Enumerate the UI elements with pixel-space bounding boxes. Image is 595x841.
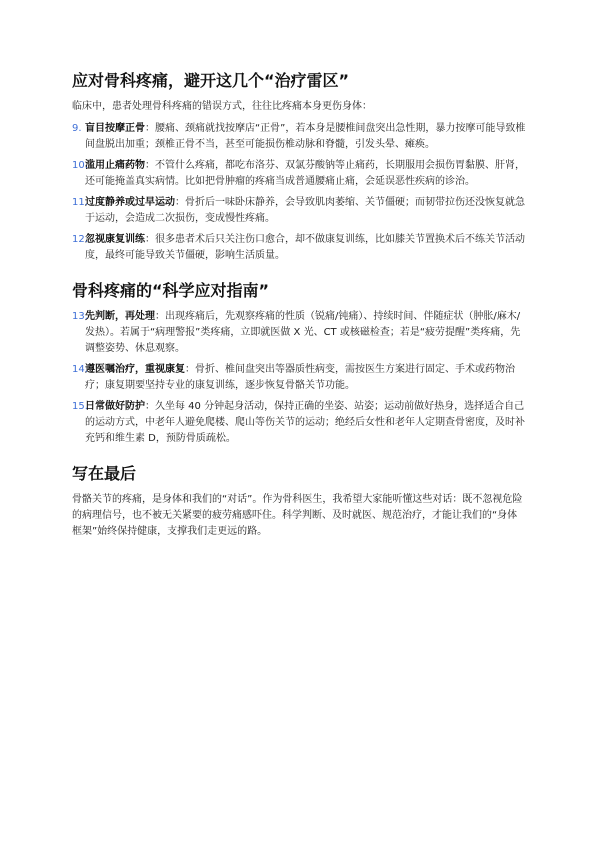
item-number: 12. (72, 234, 88, 245)
item-text: ：不管什么疼痛，都吃布洛芬、双氯芬酸钠等止痛药，长期服用会损伤胃黏膜、肝肾，还可能掩盖真实病情。比如把骨肿瘤的疼痛当成普通腰痛止痛，会延误恶性疾病的诊治。 (85, 160, 525, 187)
section-scientific-guide (72, 280, 527, 447)
item-text: ：腰痛、颈痛就找按摩店“正骨”，若本身是腰椎间盘突出急性期，暴力按摩可能导致椎间盘脱出加重；颈椎正骨不当，甚至可能损伤椎动脉和脊髓，引发头晕、瘫痪。 (85, 123, 526, 150)
item-lead: 遵医嘱治疗，重视康复 (85, 364, 185, 375)
item-lead: 先判断，再处理 (85, 311, 155, 322)
item-lead: 忽视康复训练 (85, 234, 145, 245)
item-number: 15. (72, 401, 88, 412)
section-title: 应对骨科疼痛，避开这几个“治疗雷区” (72, 71, 350, 90)
section-conclusion (72, 463, 527, 540)
list-item (72, 362, 527, 394)
item-lead: 日常做好防护 (85, 401, 145, 412)
item-text: ：骨折、椎间盘突出等器质性病变，需按医生方案进行固定、手术或药物治疗；康复期要坚持专业的康复训练，逐步恢复骨骼关节功能。 (85, 364, 515, 391)
section-intro: 临床中，患者处理骨科疼痛的错误方式，往往比疼痛本身更伤身体： (72, 101, 372, 112)
item-lead: 盲目按摩正骨 (85, 123, 145, 134)
item-lead: 过度静养或过早运动 (85, 197, 175, 208)
conclusion-paragraph: 骨骼关节的疼痛，是身体和我们的“对话”。作为骨科医生，我希望大家能听懂这些对话：既不忽视危险的病理信号，也不被无关紧要的疲劳痛感吓住。科学判断、及时就医、规范治疗，才能让我们的“身体框架”始终保持健康，支撑我们走更远的路。 (72, 494, 523, 537)
item-text: ：久坐每 40 分钟起身活动，保持正确的坐姿、站姿；运动前做好热身，选择适合自己的运动方式，中老年人避免爬楼、爬山等伤关节的运动；绝经后女性和老年人定期查骨密度，及时补充钙和维生素 D，预防骨质疏松。 (85, 401, 525, 444)
guide-list (72, 309, 527, 447)
section-treatment-pitfalls (72, 70, 527, 264)
item-number: 9. (72, 123, 82, 134)
item-number: 10. (72, 160, 88, 171)
item-number: 13. (72, 311, 88, 322)
item-text: ：出现疼痛后，先观察疼痛的性质（锐痛/钝痛）、持续时间、伴随症状（肿胀/麻木/发热）。若属于“病理警报”类疼痛，立即就医做 X 光、CT 或核磁检查；若是“疲劳提醒”类疼痛，先调整姿势、休息观察。 (85, 311, 521, 354)
list-item (72, 121, 527, 153)
item-lead: 滥用止痛药物 (85, 160, 145, 171)
list-item (72, 399, 527, 447)
list-item (72, 309, 527, 357)
list-item (72, 232, 527, 264)
article (72, 70, 527, 540)
list-item (72, 158, 527, 190)
section-title: 骨科疼痛的“科学应对指南” (72, 281, 270, 300)
item-text: ：很多患者术后只关注伤口愈合，却不做康复训练，比如膝关节置换术后不练关节活动度，最终可能导致关节僵硬，影响生活质量。 (85, 234, 525, 261)
item-number: 11. (72, 197, 88, 208)
item-text: ：骨折后一味卧床静养，会导致肌肉萎缩、关节僵硬；而韧带拉伤还没恢复就急于运动，会造成二次损伤，变成慢性疼痛。 (85, 197, 525, 224)
list-item (72, 195, 527, 227)
item-number: 14. (72, 364, 88, 375)
pitfall-list (72, 121, 527, 264)
section-title: 写在最后 (72, 464, 137, 483)
